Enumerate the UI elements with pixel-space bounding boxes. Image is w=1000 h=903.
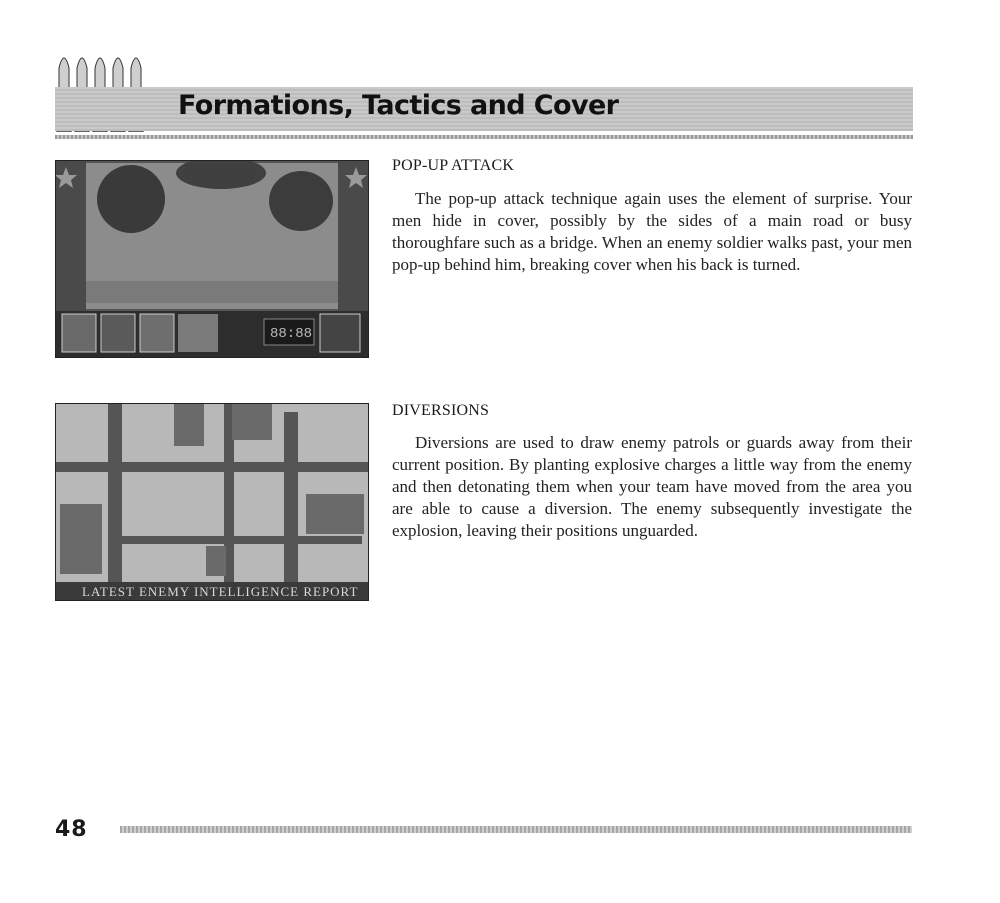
clock-display: 88:88	[270, 326, 313, 342]
page-number: 48	[55, 817, 88, 842]
section-heading-diversions: DIVERSIONS	[392, 402, 490, 419]
section-heading-popup: POP-UP ATTACK	[392, 157, 515, 174]
map-caption: LATEST ENEMY INTELLIGENCE REPORT	[82, 584, 359, 599]
section-body-popup: The pop-up attack technique again uses the element of surprise. Your men hide in cover, possibly by the sides of a main road or busy thoroughfare such as a bridge. When an enemy soldier walks past, your men pop-up behind him, breaking cover when his back is turned.	[392, 189, 912, 274]
footer-rule	[120, 826, 912, 833]
game-screenshot-popup	[55, 160, 369, 358]
section-body-diversions: Diversions are used to draw enemy patrols or guards away from their current position. By planting explosive charges a little way from the enemy and then detonating them when your team have moved from the area you are able to cause a diversion. The enemy subsequently investigate the explosion, leaving their positions unguarded.	[392, 433, 912, 540]
page-title: Formations, Tactics and Cover	[178, 90, 619, 121]
header-rule	[55, 135, 913, 139]
map-screenshot-diversions	[55, 403, 369, 601]
